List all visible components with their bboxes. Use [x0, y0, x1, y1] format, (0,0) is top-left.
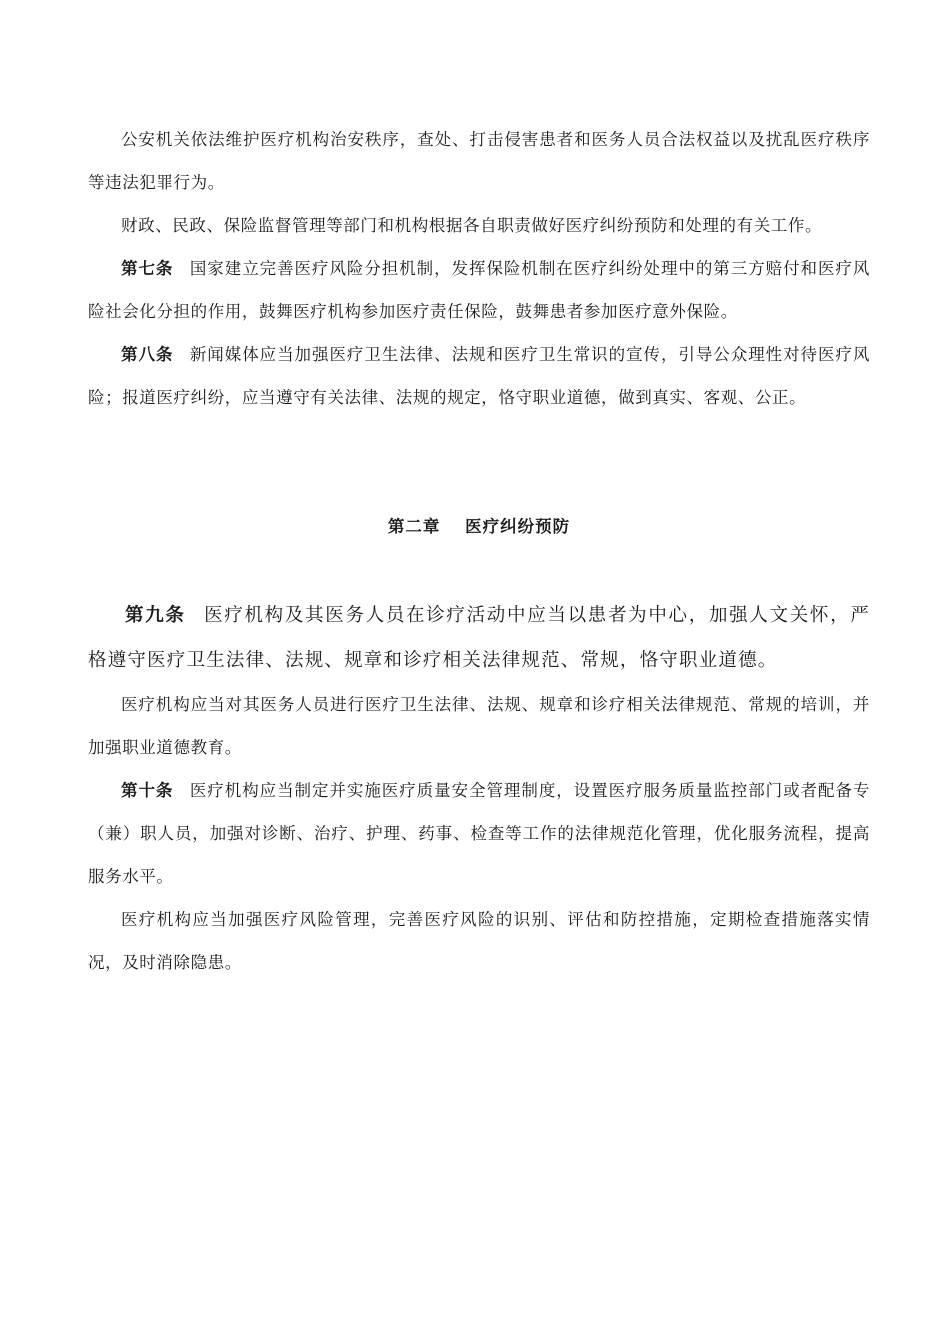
- document-page: [88, 118, 870, 984]
- chapter-heading: [88, 515, 870, 539]
- article-number: 第八条: [121, 345, 174, 364]
- chapter-number: 第二章: [387, 517, 441, 536]
- paragraph-article-8: [88, 333, 870, 419]
- article-number: 第九条: [125, 605, 186, 626]
- paragraph-risk-management: [88, 898, 870, 984]
- paragraph-text: 新闻媒体应当加强医疗卫生法律、法规和医疗卫生常识的宣传，引导公众理性对待医疗风险；报道医疗纠纷，应当遵守有关法律、法规的规定，恪守职业道德，做到真实、客观、公正。: [88, 345, 870, 407]
- paragraph-staff-training: [88, 683, 870, 769]
- paragraph-article-10: [88, 769, 870, 898]
- paragraph-article-7: [88, 247, 870, 333]
- article-number: 第十条: [121, 781, 174, 800]
- paragraph-text: 财政、民政、保险监督管理等部门和机构根据各自职责做好医疗纠纷预防和处理的有关工作。: [121, 216, 823, 235]
- paragraph-text: 医疗机构应当对其医务人员进行医疗卫生法律、法规、规章和诊疗相关法律规范、常规的培训，并加强职业道德教育。: [88, 695, 870, 757]
- paragraph-text: 医疗机构应当加强医疗风险管理，完善医疗风险的识别、评估和防控措施，定期检查措施落实情况，及时消除隐患。: [88, 910, 870, 972]
- paragraph-article-9: [88, 593, 870, 683]
- chapter-title: 医疗纠纷预防: [465, 517, 571, 536]
- paragraph-text: 国家建立完善医疗风险分担机制，发挥保险机制在医疗纠纷处理中的第三方赔付和医疗风险社会化分担的作用，鼓舞医疗机构参加医疗责任保险，鼓舞患者参加医疗意外保险。: [88, 259, 870, 321]
- paragraph-finance-departments: [88, 204, 870, 247]
- paragraph-text: 医疗机构及其医务人员在诊疗活动中应当以患者为中心，加强人文关怀，严格遵守医疗卫生法律、法规、规章和诊疗相关法律规范、常规，恪守职业道德。: [88, 605, 870, 671]
- paragraph-text: 公安机关依法维护医疗机构治安秩序，查处、打击侵害患者和医务人员合法权益以及扰乱医疗秩序等违法犯罪行为。: [88, 130, 870, 192]
- paragraph-text: 医疗机构应当制定并实施医疗质量安全管理制度，设置医疗服务质量监控部门或者配备专（兼）职人员，加强对诊断、治疗、护理、药事、检查等工作的法律规范化管理，优化服务流程，提高服务水平。: [88, 781, 870, 886]
- article-number: 第七条: [121, 259, 174, 278]
- paragraph-public-security: [88, 118, 870, 204]
